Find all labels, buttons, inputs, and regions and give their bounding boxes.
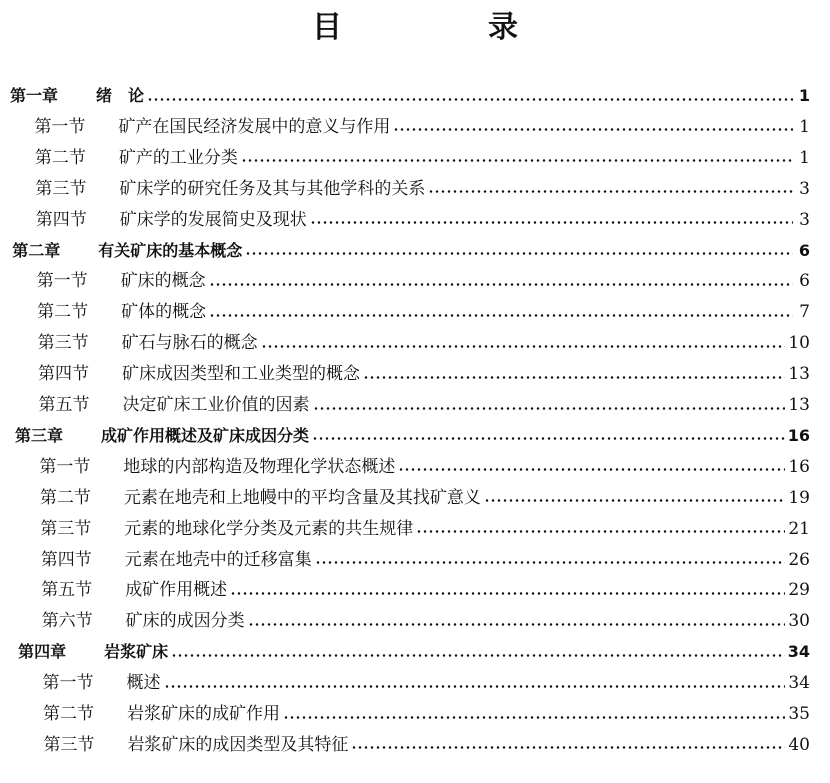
toc-entry-number: 第三节 bbox=[43, 734, 95, 755]
dot-leader bbox=[230, 592, 785, 595]
toc-entry-title: 矿床的成因分类 bbox=[125, 611, 245, 632]
toc-entry-number: 第二节 bbox=[39, 487, 91, 508]
toc-entry-number: 第三节 bbox=[40, 518, 92, 539]
page-title: 目 录 bbox=[312, 10, 576, 45]
toc-entry-number: 第四章 bbox=[18, 642, 67, 662]
toc-page-number: 34 bbox=[787, 642, 810, 662]
toc-page-number: 1 bbox=[799, 116, 810, 137]
dot-leader bbox=[393, 128, 793, 131]
dot-leader bbox=[484, 499, 786, 502]
toc-page-number: 13 bbox=[788, 364, 810, 385]
toc-page-number: 6 bbox=[798, 240, 810, 260]
toc-entry-title: 矿产在国民经济发展中的意义与作用 bbox=[118, 116, 391, 137]
dot-leader bbox=[209, 283, 793, 286]
toc-page-number: 13 bbox=[788, 395, 810, 415]
toc-entry-number: 第三章 bbox=[14, 425, 63, 445]
toc-section-entry[interactable] bbox=[40, 486, 810, 510]
toc-entry-number: 第一节 bbox=[34, 116, 86, 137]
toc-page-number: 10 bbox=[788, 333, 810, 354]
toc-entry-number: 第四节 bbox=[35, 209, 87, 230]
toc-chapter-entry[interactable] bbox=[12, 239, 810, 263]
toc-page-number: 3 bbox=[799, 178, 810, 199]
toc-entry-number: 第五节 bbox=[38, 395, 90, 415]
dot-leader bbox=[245, 252, 793, 255]
toc-page-number: 1 bbox=[798, 86, 810, 105]
dot-leader bbox=[310, 221, 793, 224]
toc-section-entry[interactable] bbox=[43, 733, 810, 757]
toc-page-number: 34 bbox=[788, 673, 810, 694]
toc-entry-number: 第三节 bbox=[37, 333, 89, 354]
toc-entry-number: 第一节 bbox=[42, 673, 94, 694]
toc-entry-title: 矿床成因类型和工业类型的概念 bbox=[122, 364, 361, 385]
toc-page-number: 40 bbox=[788, 734, 810, 755]
toc-section-entry[interactable] bbox=[38, 362, 810, 386]
toc-section-entry[interactable] bbox=[34, 115, 810, 139]
toc-chapter-entry[interactable] bbox=[10, 84, 810, 108]
toc-page-number: 16 bbox=[787, 425, 810, 445]
dot-leader bbox=[416, 530, 785, 533]
toc-entry-number: 第二节 bbox=[34, 147, 86, 168]
toc-entry-number: 第三节 bbox=[35, 178, 87, 199]
toc-entry-title: 矿体的概念 bbox=[121, 302, 207, 323]
toc-entry-title: 岩浆矿床的成矿作用 bbox=[127, 704, 280, 724]
dot-leader bbox=[428, 190, 793, 193]
toc-entry-title: 矿床的概念 bbox=[120, 271, 206, 292]
toc-section-entry[interactable] bbox=[39, 455, 810, 479]
toc-section-entry[interactable] bbox=[37, 300, 810, 324]
dot-leader bbox=[171, 654, 785, 657]
toc-entry-title: 岩浆矿床 bbox=[104, 642, 169, 662]
dot-leader bbox=[315, 561, 786, 564]
toc-entry-number: 第四节 bbox=[40, 549, 92, 570]
toc-page-number: 26 bbox=[788, 549, 810, 570]
toc-entry-title: 矿床学的研究任务及其与其他学科的关系 bbox=[119, 178, 426, 199]
toc-entry-title: 岩浆矿床的成因类型及其特征 bbox=[127, 734, 349, 755]
toc-page-number: 3 bbox=[799, 209, 810, 230]
toc-entry-title: 矿产的工业分类 bbox=[118, 147, 238, 168]
toc-page-number: 6 bbox=[799, 271, 810, 292]
toc-page-number: 35 bbox=[788, 704, 810, 724]
toc-entry-title: 元素在地壳和上地幔中的平均含量及其找矿意义 bbox=[123, 487, 481, 508]
toc-entry-title: 元素的地球化学分类及元素的共生规律 bbox=[124, 518, 414, 539]
dot-leader bbox=[363, 376, 785, 379]
toc-entry-title: 有关矿床的基本概念 bbox=[98, 240, 243, 260]
toc-section-entry[interactable] bbox=[40, 517, 810, 541]
toc-entry-number: 第一章 bbox=[10, 86, 59, 105]
toc-section-entry[interactable] bbox=[38, 331, 810, 355]
toc-entry-title: 成矿作用概述及矿床成因分类 bbox=[100, 425, 309, 445]
toc-section-entry[interactable] bbox=[35, 146, 810, 170]
toc-section-entry[interactable] bbox=[43, 671, 810, 695]
toc-entry-title: 绪 论 bbox=[96, 86, 145, 105]
toc-page-number: 1 bbox=[799, 147, 810, 168]
dot-leader bbox=[283, 716, 785, 719]
toc-section-entry[interactable] bbox=[43, 702, 810, 726]
toc-section-entry[interactable] bbox=[41, 578, 810, 602]
toc-entry-title: 地球的内部构造及物理化学状态概述 bbox=[123, 456, 396, 477]
toc-entry-title: 成矿作用概述 bbox=[125, 580, 228, 601]
toc-entry-number: 第一节 bbox=[36, 271, 88, 292]
toc-chapter-entry[interactable] bbox=[15, 424, 810, 448]
toc-page-number: 29 bbox=[788, 580, 810, 601]
toc-section-entry[interactable] bbox=[36, 208, 810, 232]
toc-entry-number: 第二节 bbox=[37, 302, 89, 323]
dot-leader bbox=[209, 314, 793, 317]
toc-section-entry[interactable] bbox=[39, 393, 811, 417]
dot-leader bbox=[261, 345, 786, 348]
toc-entry-title: 概述 bbox=[126, 673, 161, 694]
toc-section-entry[interactable] bbox=[37, 269, 810, 293]
toc-entry-title: 决定矿床工业价值的因素 bbox=[122, 395, 310, 415]
toc-entry-title: 元素在地壳中的迁移富集 bbox=[124, 549, 312, 570]
dot-leader bbox=[164, 685, 786, 688]
toc-chapter-entry[interactable] bbox=[18, 640, 810, 664]
toc-entry-title: 矿床学的发展简史及现状 bbox=[119, 209, 307, 230]
toc-page-number: 21 bbox=[788, 518, 810, 539]
toc-page-number: 30 bbox=[788, 611, 810, 632]
dot-leader bbox=[398, 468, 785, 471]
toc-section-entry[interactable] bbox=[41, 548, 810, 572]
toc-entry-number: 第五节 bbox=[41, 580, 93, 601]
dot-leader bbox=[248, 623, 786, 626]
dot-leader bbox=[351, 746, 785, 749]
dot-leader bbox=[147, 98, 793, 101]
dot-leader bbox=[241, 159, 793, 162]
toc-entry-number: 第二节 bbox=[43, 704, 94, 724]
toc-page-number: 16 bbox=[788, 456, 810, 477]
toc-entry-title: 矿石与脉石的概念 bbox=[121, 333, 258, 354]
toc-entry-number: 第一节 bbox=[39, 456, 91, 477]
toc-page-number: 19 bbox=[788, 487, 810, 508]
toc-page-number: 7 bbox=[799, 302, 810, 323]
toc-section-entry[interactable] bbox=[35, 177, 810, 201]
toc-entry-number: 第六节 bbox=[41, 611, 93, 632]
dot-leader bbox=[313, 407, 786, 410]
toc-entry-number: 第四节 bbox=[38, 364, 90, 385]
toc-entry-number: 第二章 bbox=[12, 240, 61, 260]
dot-leader bbox=[312, 437, 785, 440]
toc-section-entry[interactable] bbox=[42, 609, 810, 633]
